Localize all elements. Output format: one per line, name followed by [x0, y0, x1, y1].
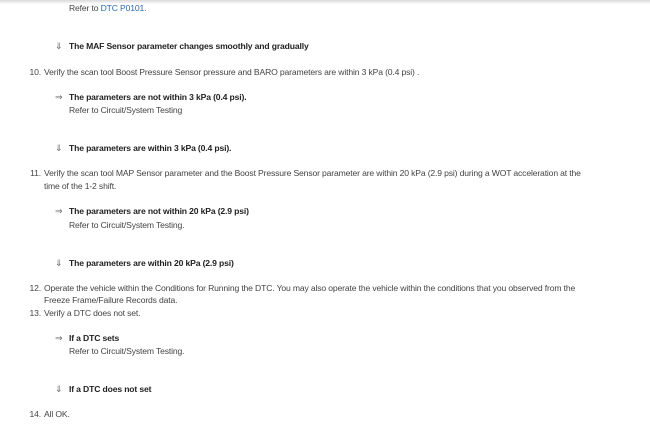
step-10-fail-action: Refer to Circuit/System Testing: [69, 105, 183, 115]
step-11-pass: The parameters are within 20 kPa (2.9 psi): [69, 258, 234, 268]
step-12-text-line2: Freeze Frame/Failure Records data.: [44, 295, 178, 305]
step-11-text-line2: time of the 1-2 shift.: [44, 181, 117, 191]
step-13-text: Verify a DTC does not set.: [44, 308, 141, 318]
step-11-fail-title: The parameters are not within 20 kPa (2.9 psi): [69, 206, 249, 216]
down-arrow-icon: ⇓: [55, 41, 63, 51]
step-11-fail-action: Refer to Circuit/System Testing.: [69, 220, 185, 230]
step-10-pass: The parameters are within 3 kPa (0.4 psi).: [69, 143, 232, 153]
step-10-fail-title: The parameters are not within 3 kPa (0.4 psi).: [69, 92, 247, 102]
refer-text: Refer to: [69, 3, 101, 13]
refer-suffix: .: [144, 3, 147, 13]
step-14-text: All OK.: [44, 409, 70, 419]
right-arrow-icon: ⇒: [55, 333, 63, 343]
step-number: 12.: [29, 283, 41, 293]
dtc-p0101-link[interactable]: DTC P0101: [100, 3, 145, 13]
right-arrow-icon: ⇒: [55, 206, 63, 216]
down-arrow-icon: ⇓: [55, 258, 63, 268]
refer-dtc-p0101: [69, 3, 146, 13]
step-13-pass: If a DTC does not set: [69, 384, 152, 394]
step-number: 11.: [30, 168, 41, 178]
step-11-text-line1: Verify the scan tool MAP Sensor parameter and the Boost Pressure Sensor parameter are within 20 kPa (2.9 psi) during a WOT acceleration at the: [44, 168, 581, 178]
step-number: 10.: [29, 67, 41, 77]
step-10-text: Verify the scan tool Boost Pressure Sensor pressure and BARO parameters are within 3 kPa (0.4 psi) .: [44, 67, 420, 77]
down-arrow-icon: ⇓: [55, 384, 63, 394]
step-number: 13.: [29, 308, 41, 318]
step9-pass-result: The MAF Sensor parameter changes smoothly and gradually: [69, 41, 309, 51]
step-13-fail-action: Refer to Circuit/System Testing.: [69, 346, 185, 356]
step-number: 14.: [29, 409, 41, 419]
down-arrow-icon: ⇓: [55, 143, 63, 153]
step-13-fail-title: If a DTC sets: [69, 333, 120, 343]
right-arrow-icon: ⇒: [55, 92, 63, 102]
step-12-text-line1: Operate the vehicle within the Conditions for Running the DTC. You may also operate the vehicle within the conditions that you observed from the: [44, 283, 576, 293]
